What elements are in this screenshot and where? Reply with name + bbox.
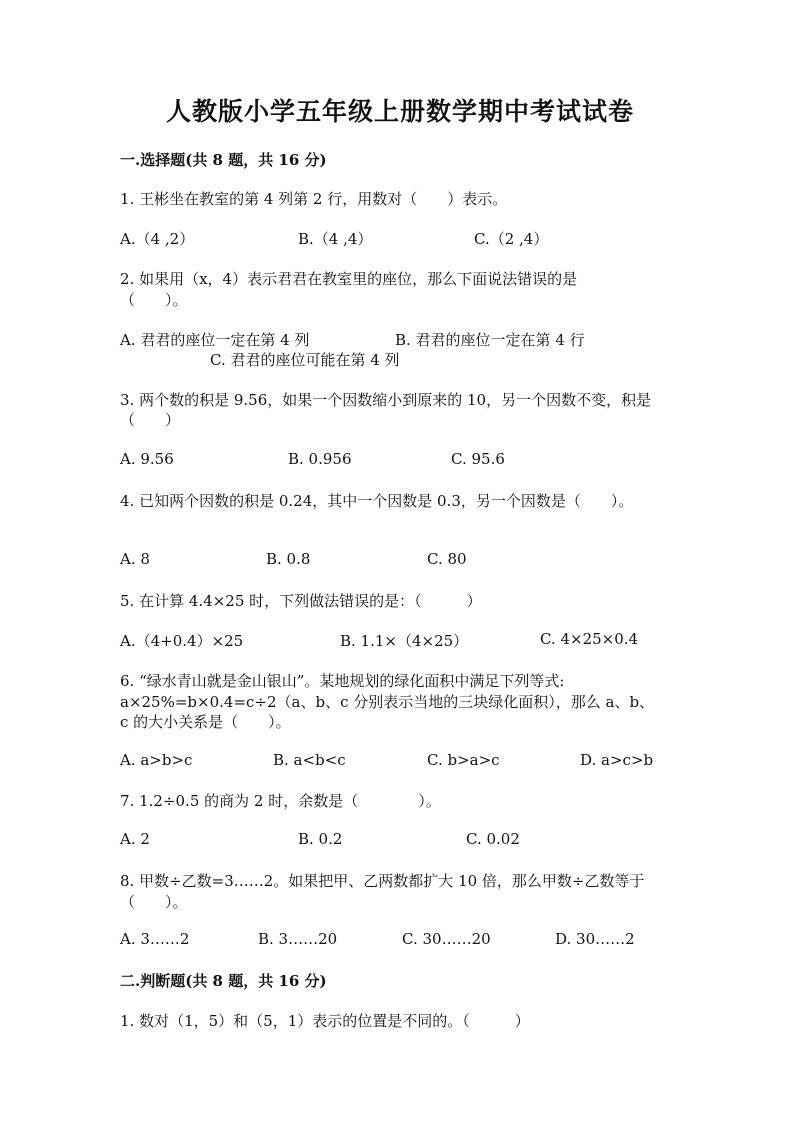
q3-text-line1: 3. 两个数的积是 9.56，如果一个因数缩小到原来的 10，另一个因数不变，积是 [120,391,652,409]
q2-text-line1: 2. 如果用（x，4）表示君君在教室里的座位，那么下面说法错误的是 [120,270,578,288]
q5-option-a: A.（4+0.4）×25 [120,632,244,650]
q2-option-b: B. 君君的座位一定在第 4 行 [395,331,585,349]
q7-option-b: B. 0.2 [298,830,343,848]
q8-option-d: D. 30……2 [555,930,635,948]
q4-text: 4. 已知两个因数的积是 0.24，其中一个因数是 0.3，另一个因数是（ ）。 [120,492,634,510]
q6-text-line1: 6. “绿水青山就是金山银山”。某地规划的绿化面积中满足下列等式: [120,672,565,690]
q6-option-a: A. a>b>c [120,751,193,769]
section2-heading: 二.判断题(共 8 题，共 16 分) [120,972,327,990]
q6-option-b: B. a<b<c [273,751,346,769]
q6-option-d: D. a>c>b [580,751,654,769]
q8-text-line2: （ ）。 [120,893,188,911]
q8-text-line1: 8. 甲数÷乙数=3……2。如果把甲、乙两数都扩大 10 倍，那么甲数÷乙数等于 [120,872,645,890]
q3-text-line2: （ ） [120,411,181,429]
q4-option-b: B. 0.8 [266,550,311,568]
q8-option-c: C. 30……20 [402,930,491,948]
q3-option-b: B. 0.956 [288,450,352,468]
q3-option-a: A. 9.56 [120,450,174,468]
q5-text: 5. 在计算 4.4×25 时，下列做法错误的是：（ ） [120,592,482,610]
s2-q1-text: 1. 数对（1，5）和（5，1）表示的位置是不同的。（ ） [120,1012,530,1030]
q6-text-line3: c 的大小关系是（ ）。 [120,713,291,731]
q1-option-c: C.（2 ,4） [474,230,549,248]
q1-option-b: B.（4 ,4） [298,230,373,248]
q5-option-b: B. 1.1×（4×25） [340,632,469,650]
q7-option-c: C. 0.02 [466,830,520,848]
q7-option-a: A. 2 [120,830,150,848]
page-title: 人教版小学五年级上册数学期中考试试卷 [165,97,634,126]
q8-option-b: B. 3……20 [258,930,338,948]
q1-text: 1. 王彬坐在教室的第 4 列第 2 行，用数对（ ）表示。 [120,190,508,208]
q2-text-line2: （ ）。 [120,291,188,309]
section1-heading: 一.选择题(共 8 题，共 16 分) [120,151,327,169]
q5-option-c: C. 4×25×0.4 [540,630,639,648]
q2-option-a: A. 君君的座位一定在第 4 列 [120,331,310,349]
q6-option-c: C. b>a>c [427,751,500,769]
q6-text-line2: a×25%=b×0.4=c÷2（a、b、c 分别表示当地的三块绿化面积），那么 a、b、 [120,693,655,711]
q2-option-c: C. 君君的座位可能在第 4 列 [210,351,400,369]
q7-text: 7. 1.2÷0.5 的商为 2 时，余数是（ ）。 [120,792,441,810]
q3-option-c: C. 95.6 [451,450,505,468]
q4-option-a: A. 8 [120,550,150,568]
q1-option-a: A.（4 ,2） [120,230,195,248]
q8-option-a: A. 3……2 [120,930,190,948]
q4-option-c: C. 80 [427,550,467,568]
